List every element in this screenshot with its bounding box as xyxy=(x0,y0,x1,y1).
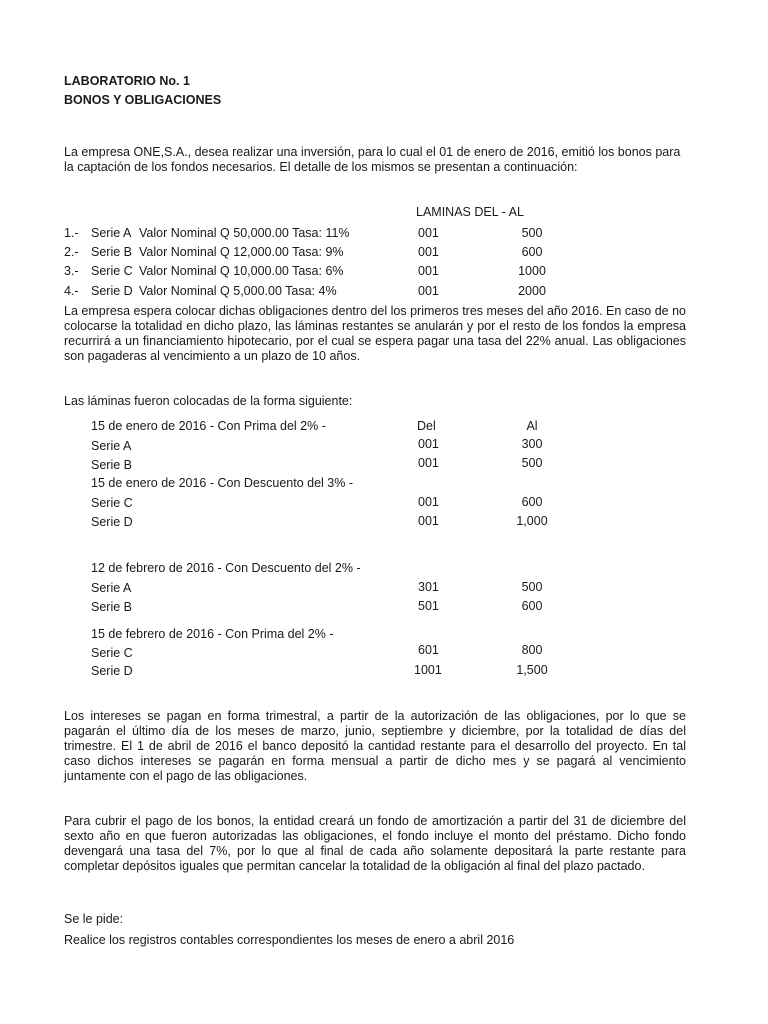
placement-row-serie: Serie B xyxy=(91,600,132,614)
placement-group-heading: 15 de febrero de 2016 - Con Prima del 2% - xyxy=(91,627,334,641)
placement-group-heading: 15 de enero de 2016 - Con Prima del 2% - xyxy=(91,419,326,433)
placement-row-del: 1001 xyxy=(414,663,442,677)
placement-col-al: Al xyxy=(526,419,538,433)
placement-row-del: 301 xyxy=(418,580,439,594)
series-row-number: 1.- xyxy=(64,226,79,240)
fund-paragraph: Para cubrir el pago de los bonos, la entidad creará un fondo de amortización a partir del 31 de diciembre del sexto año en que fueron autorizadas las obligaciones, el fondo incluye el monto del préstamo. Dicho fondo devengará una tasa del 7%, por lo que al final de cada año solamente depositará la parte restante para completar depósitos iguales que permitan cancelar la totalidad de la obligación al final del plazo pactado. xyxy=(64,814,686,873)
placement-group-heading: 12 de febrero de 2016 - Con Descuento del 2% - xyxy=(91,561,361,575)
placement-row-del: 001 xyxy=(418,514,439,528)
placement-row-al: 500 xyxy=(521,456,543,470)
request-text: Realice los registros contables correspondientes los meses de enero a abril 2016 xyxy=(64,933,515,947)
series-row-number: 4.- xyxy=(64,284,79,298)
placement-row-al: 300 xyxy=(521,437,543,451)
series-row-del: 001 xyxy=(418,264,439,278)
placement-row-del: 001 xyxy=(418,495,439,509)
placement-row-al: 800 xyxy=(521,643,543,657)
series-row-del: 001 xyxy=(418,284,439,298)
series-row-al: 2000 xyxy=(518,284,546,298)
series-row-number: 2.- xyxy=(64,245,79,259)
placement-row-al: 500 xyxy=(521,580,543,594)
series-row-serie: Serie C xyxy=(91,264,133,278)
series-row-serie: Serie D xyxy=(91,284,133,298)
series-row-del: 001 xyxy=(418,226,439,240)
series-row-al: 1000 xyxy=(518,264,546,278)
series-row-al: 500 xyxy=(521,226,543,240)
series-row-number: 3.- xyxy=(64,264,79,278)
series-row-desc: Valor Nominal Q 10,000.00 Tasa: 6% xyxy=(139,264,344,278)
placement-row-del: 501 xyxy=(418,599,439,613)
series-row-desc: Valor Nominal Q 12,000.00 Tasa: 9% xyxy=(139,245,344,259)
document-title: LABORATORIO No. 1 xyxy=(64,74,190,88)
series-row-al: 600 xyxy=(521,245,543,259)
placement-row-del: 001 xyxy=(418,437,439,451)
placement-paragraph: La empresa espera colocar dichas obligaciones dentro del los primeros tres meses del año 2016. En caso de no colocarse la totalidad en dicho plazo, las láminas restantes se anularán y por el resto de los fondos la empresa recurrirá a un financiamiento hipotecario, por el cual se espera pagar una tasa del 22% anual. Las obligaciones son pagaderas al vencimiento a un plazo de 10 años. xyxy=(64,304,686,363)
series-row-desc: Valor Nominal Q 5,000.00 Tasa: 4% xyxy=(139,284,337,298)
placement-row-al: 600 xyxy=(521,495,543,509)
placement-row-serie: Serie D xyxy=(91,515,133,529)
document-subtitle: BONOS Y OBLIGACIONES xyxy=(64,93,222,107)
placement-row-serie: Serie D xyxy=(91,664,133,678)
series-row-serie: Serie A xyxy=(91,226,132,240)
placement-row-al: 1,500 xyxy=(516,663,548,677)
placement-row-al: 600 xyxy=(521,599,543,613)
intro-paragraph: La empresa ONE,S.A., desea realizar una inversión, para lo cual el 01 de enero de 2016, emitió los bonos para la captación de los fondos necesarios. El detalle de los mismos se presentan a continuación: xyxy=(64,145,681,174)
placement-row-serie: Serie C xyxy=(91,646,133,660)
placement-group-heading: 15 de enero de 2016 - Con Descuento del 3% - xyxy=(91,476,353,490)
series-row-del: 001 xyxy=(418,245,439,259)
series-row-desc: Valor Nominal Q 50,000.00 Tasa: 11% xyxy=(139,226,350,240)
placement-row-del: 001 xyxy=(418,456,439,470)
request-label: Se le pide: xyxy=(64,912,124,926)
series-row-serie: Serie B xyxy=(91,245,132,259)
placement-row-serie: Serie A xyxy=(91,581,132,595)
laminas-header: LAMINAS DEL - AL xyxy=(416,205,524,219)
placement-row-serie: Serie A xyxy=(91,439,132,453)
placement-row-serie: Serie B xyxy=(91,458,132,472)
placement-intro: Las láminas fueron colocadas de la forma siguiente: xyxy=(64,394,353,408)
placement-row-del: 601 xyxy=(418,643,439,657)
placement-row-serie: Serie C xyxy=(91,496,133,510)
interest-paragraph: Los intereses se pagan en forma trimestral, a partir de la autorización de las obligaciones, por lo que se pagarán el último día de los meses de marzo, junio, septiembre y diciembre, por la totalidad de días del trimestre. El 1 de abril de 2016 el banco depositó la cantidad restante para el desarrollo del proyecto. En tal caso dichos intereses se pagarán en forma mensual a partir de dicho mes y se pagará al vencimiento juntamente con el pago de las obligaciones. xyxy=(64,709,686,783)
placement-col-del: Del xyxy=(417,419,436,433)
placement-row-al: 1,000 xyxy=(516,514,548,528)
